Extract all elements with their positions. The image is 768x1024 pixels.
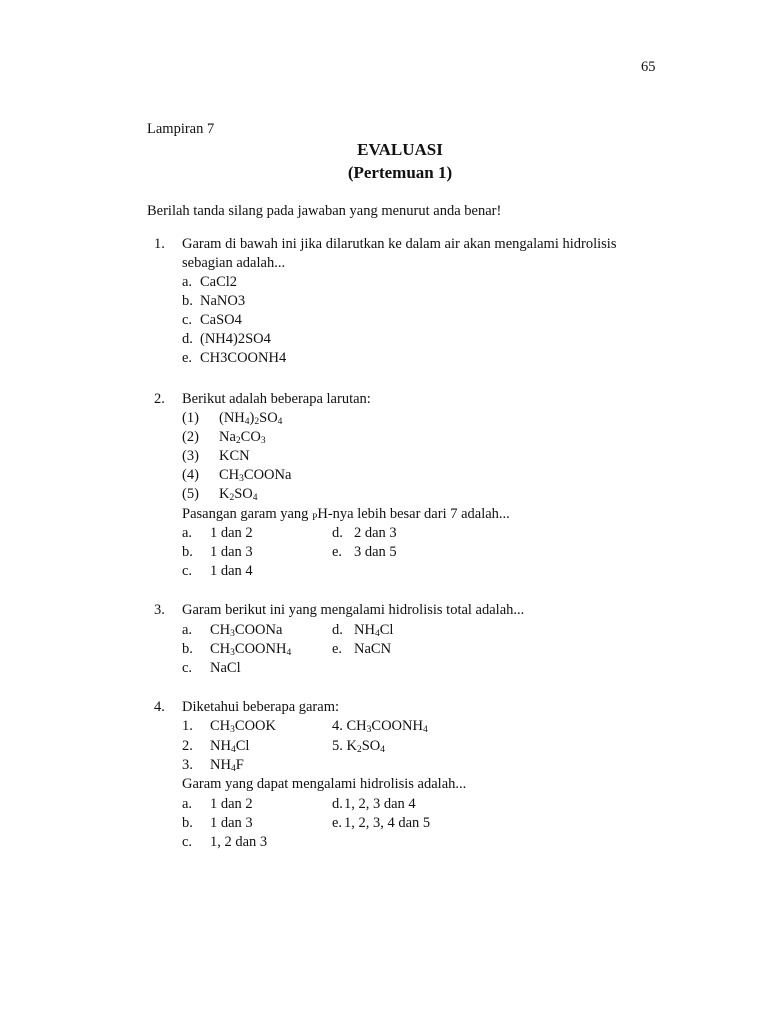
question-stem: Garam di bawah ini jika dilarutkan ke dalam air akan mengalami hidrolisis [182,236,617,252]
option-text: 1, 2 dan 3 [210,834,268,850]
question-prompt: Pasangan garam yang $_P$H-nya lebih besar dari 7 adalah... [182,506,510,523]
option-letter: a. [182,796,193,812]
formula: $CH_3COONa$ [219,467,292,484]
option-text: 1, 2, 3 dan 4 [344,796,416,812]
option-letter: c. [182,834,193,850]
option-text: CH3COONH4 [200,350,287,366]
formula: $NH_4Cl$ [210,738,250,755]
option-letter: d. [332,796,343,812]
option-text: CaSO4 [200,312,242,328]
item-number: 2. [182,738,193,754]
option-text: CaCl2 [200,274,238,290]
option-letter: b. [182,544,193,560]
option-text: 1 dan 3 [210,815,253,831]
option-text: 2 dan 3 [354,525,397,541]
option-text: $CH_3COONH_4$ [210,641,292,658]
page-number: 65 [641,59,656,75]
option-text: 1 dan 2 [210,525,253,541]
question-number: 2. [154,391,165,407]
option-letter: c. [182,312,193,328]
option-text: 1 dan 3 [210,544,253,560]
formula: $CH_3COOK$ [210,718,276,735]
option-text: 3 dan 5 [354,544,397,560]
option-letter: a. [182,274,193,290]
option-text: $NH_4Cl$ [354,622,394,639]
item-number: (4) [182,467,199,483]
question-number: 3. [154,602,165,618]
question-number: 4. [154,699,165,715]
appendix-label: Lampiran 7 [147,121,215,137]
option-text: 1 dan 2 [210,796,253,812]
formula: 4. $CH_3COONH_4$ [332,718,428,735]
instruction-text: Berilah tanda silang pada jawaban yang menurut anda benar! [147,203,502,219]
option-letter: b. [182,815,193,831]
item-number: (3) [182,448,199,464]
option-text: NaNO3 [200,293,246,309]
option-letter: b. [182,641,193,657]
option-text: 1, 2, 3, 4 dan 5 [344,815,431,831]
page-subtitle: (Pertemuan 1) [347,163,453,182]
option-letter: d. [332,525,343,541]
formula: $Na_2CO_3$ [219,429,266,446]
option-text: $CH_3COONa$ [210,622,283,639]
formula: 5. $K_2SO_4$ [332,738,386,755]
item-number: 1. [182,718,193,734]
option-letter: e. [332,815,343,831]
option-text: NaCN [354,641,392,657]
option-letter: b. [182,293,193,309]
item-number: (5) [182,486,199,502]
page-title: EVALUASI [357,140,443,159]
question-stem: Diketahui beberapa garam: [182,699,340,715]
option-letter: a. [182,525,193,541]
formula: KCN [219,448,250,464]
question-number: 1. [154,236,165,252]
question-stem: sebagian adalah... [182,255,286,271]
question-stem: Berikut adalah beberapa larutan: [182,391,371,407]
formula: $NH_4F$ [210,757,244,774]
option-letter: c. [182,563,193,579]
option-letter: a. [182,622,193,638]
option-text: NaCl [210,660,241,676]
question-stem: Garam berikut ini yang mengalami hidrolisis total adalah... [182,602,525,618]
item-number: (1) [182,410,199,426]
question-prompt: Garam yang dapat mengalami hidrolisis adalah... [182,776,467,792]
option-letter: e. [182,350,193,366]
option-text: (NH4)2SO4 [200,331,271,347]
option-letter: e. [332,641,343,657]
formula: $K_2SO_4$ [219,486,258,503]
option-letter: e. [332,544,343,560]
item-number: 3. [182,757,193,773]
option-letter: d. [182,331,193,347]
option-letter: d. [332,622,343,638]
option-letter: c. [182,660,193,676]
item-number: (2) [182,429,199,445]
option-text: 1 dan 4 [210,563,253,579]
formula: $(NH_4)_2SO_4$ [219,410,283,427]
